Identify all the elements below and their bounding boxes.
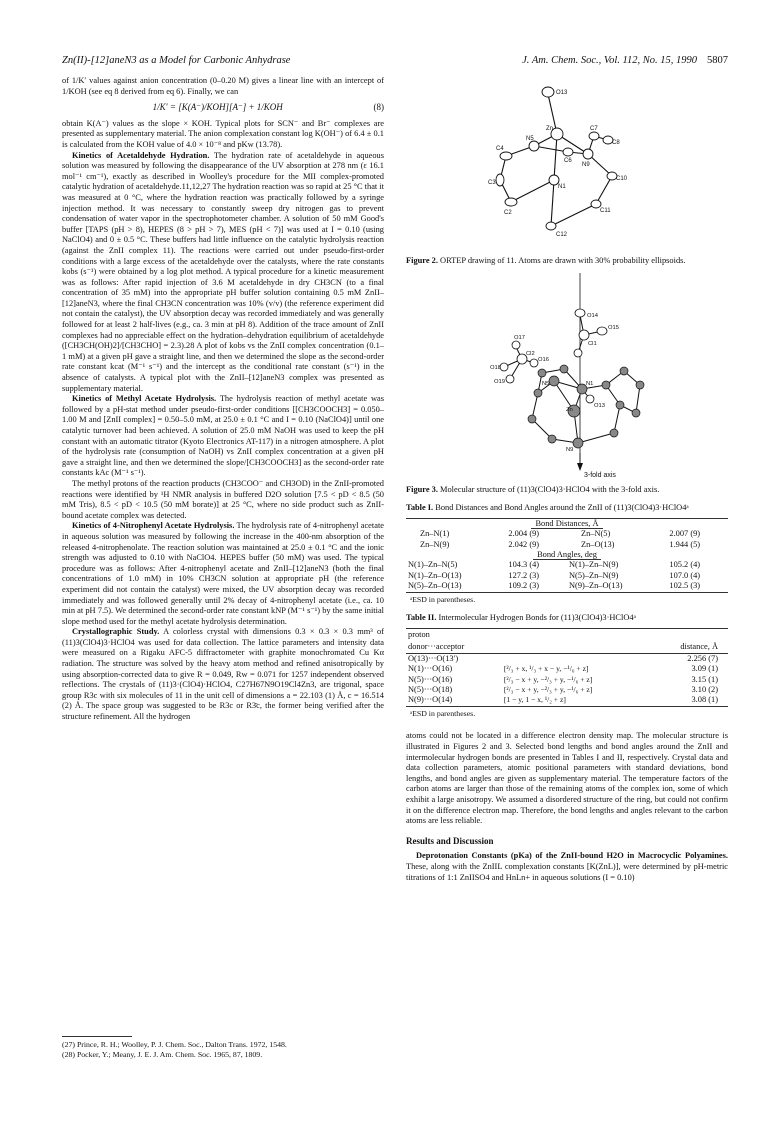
atom-label: N9 xyxy=(582,162,590,168)
atom-label: N5 xyxy=(526,136,534,142)
table-row xyxy=(406,581,728,592)
footnote: (28) Pocker, Y.; Meany, J. E. J. Am. Chem. Soc. 1965, 87, 1809. xyxy=(62,1050,263,1059)
atom-label: C6 xyxy=(564,158,572,164)
table-cell: N(1)···O(16) xyxy=(408,664,453,674)
table-2 xyxy=(406,628,728,707)
figure-2 xyxy=(406,76,728,267)
paragraph: These, along with the ZnIIL complexation constants [K(ZnL)], were determined by pH-metric titrations of 1:1 ZnIISO4 and HnLn+ in aqueous solutions (I = 0.10) xyxy=(406,861,728,882)
column-header: proton xyxy=(408,629,430,639)
section-nitrophenyl xyxy=(62,521,384,627)
atom-label: C4 xyxy=(496,146,504,152)
section-heading: Results and Discussion xyxy=(406,835,494,846)
footnote: (27) Prince, R. H.; Woolley, P. J. Chem. Soc., Dalton Trans. 1972, 1548. xyxy=(62,1040,287,1049)
atom-label: C10 xyxy=(616,176,628,182)
paragraph: A colorless crystal with dimensions 0.3 × 0.3 × 0.3 mm³ of (11)3(ClO4)3·HClO4 was used for data collection. The lattice parameters and intensity data were measured on a Rigaku AFC-5 diffractometer with graphite monochromated Cu Kα radiation. The structure was solved by the heavy atom method and refined anisotropically by using absorption-corrected data to give R = 0.049, Rw = 0.071 for 1257 independent observed reflections. The crystals of (11)3·(ClO4)·HClO4, C27H67N9O19Cl4Zn3, are trigonal, space group R3c with six molecules of 11 in the unit cell of dimensions a = 22.103 (1) Å, c = 16.514 (2) Å. The space group was suggested to be R3c or R3̄c, the former being verified after the structure refinement. All the hydrogen xyxy=(62,627,385,722)
table-cell: Zn–N(1) xyxy=(420,529,450,539)
footnote-rule xyxy=(62,1036,132,1037)
atom-label: O15 xyxy=(608,324,619,331)
caption-text: ORTEP drawing of 11. Atoms are drawn with 30% probability ellipsoids. xyxy=(440,256,686,265)
atom-label: C12 xyxy=(556,232,568,238)
table-cell: 3.08 (1) xyxy=(691,695,718,705)
table-row xyxy=(406,529,728,539)
table-cell: 2.042 (9) xyxy=(508,539,540,549)
table-cell: 2.007 (9) xyxy=(669,529,701,539)
table-cell: N(9)–Zn–O(13) xyxy=(568,581,623,591)
atom-label: O16 xyxy=(538,356,549,363)
atom-label: C11 xyxy=(600,208,611,214)
table-cell: 3.09 (1) xyxy=(691,664,718,674)
ortep-drawing xyxy=(406,76,728,254)
table-cell: 127.2 (3) xyxy=(508,570,540,580)
table-cell: 3.15 (1) xyxy=(691,674,718,684)
table-row xyxy=(406,540,728,550)
table-note: ᵃESD in parentheses. xyxy=(410,708,476,718)
atom-label: Cl2 xyxy=(526,350,535,357)
atom-label: O13 xyxy=(556,90,568,96)
table-cell: N(1)–Zn–O(13) xyxy=(408,570,462,580)
runin-heading: Kinetics of Methyl Acetate Hydrolysis. xyxy=(72,394,217,404)
column-header: donor···acceptor xyxy=(406,641,502,654)
atom-label: N5 xyxy=(542,380,550,387)
table-row xyxy=(406,685,728,695)
paragraph: obtain K(A⁻) values as the slope × KOH. Typical plots for SCN⁻ and Br⁻ complexes are presented as supplementary material. The anion complexation constant log K(OH⁻) of 6.4 ± 0.1 is calculated from the KOH value of 4.0 × 10⁻⁸ and pKw (13.78). xyxy=(62,118,384,149)
table-row xyxy=(406,675,728,685)
page-number: 5807 xyxy=(707,55,728,66)
paragraph: The hydration rate of acetaldehyde in aqueous solution was measured by following the disappearance of the UV absorption at 278 nm (ε 16.1 mol⁻¹ cm⁻¹), exactly as described in Woolley's procedure for the MII complex-promoted catalytic hydration of acetaldehyde.11,12,27 The hydration reaction was so rapid at 25 °C that it was measured at 0 °C, where the hydration reaction was practically followed by a syringe injection method. It was necessary to constantly sweep dry nitrogen gas to prevent condensation of water vapor in the spectrophotometer chamber. A solution of 50 mM Good's buffer [TAPS (pH > 8), HEPES (8 > pH > 7), MES (pH < 7)] was used at I = 0.10 (using NaClO4) and 0 ± 0.5 °C. These buffers had little influence on the catalytic hydrolysis reaction (against the ZnII complex 11). The reactions were carried out under pseudo-first-order conditions with a large excess of the acetaldehyde over the catalysts, where the rate constants kobs (s⁻¹) were obtained by a log plot method. A typical procedure for a kinetic measurement was as follows: After rapid injection of 3.6 M acetaldehyde in dry CH3CN (to a final concentration of 35 mM) into the appropriate pH buffer solution containing 0.5 mM ZnII–[12]aneN3, where the final CH3CN concentration was 10% (v/v) (the reference experiment did not contain the catalyst), the UV absorption decay was recorded immediately and was generally followed for at least 2 half-lives (e.g., ca. 3 min at pH 8). Addition of the trace amount of ZnII complexes had no appreciable effect on the hydration–dehydration equilibrium of acetaldehyde ([CH3CH(OH)2]/[CH3CHO] = 2.3).28 A plot of kobs vs the ZnII complex concentration (0.1–1 mM) at a given pH gave a straight line, and then we determined the slope as the second-order rate constant kcat (M⁻¹ s⁻¹) and the intercept as the conditional rate constant (s⁻¹) in the absence of catalysts. A typical plot with the ZnII–[12]aneN3 complex was presented as supplementary material. xyxy=(62,150,384,393)
table-cell xyxy=(502,653,649,664)
paragraph: The hydrolysis reaction of methyl acetate was followed by a pH-stat method under pseudo-first-order conditions [[CH3COOCH3] = 0.050–1.00 M and [ZnII complex] = 0.50–5.0 mM, at 25.0 ± 0.1 °C and I = 0.10 (NaClO4)] until one catalytic turnover had been achieved. A solution of 25.0 mM NaOH was used to keep the pH constant with an automatic titrator (Kyoto Electronics AT-117) in a nitrogen atmosphere. A plot of the hydrolysis rate (consumption of NaOH) vs ZnII complex concentration at a given pH gave a straight line, and then we determined the slope/[CH3COOCH3] as the second-order rate constants kAc (M⁻¹ s⁻¹). xyxy=(62,394,385,478)
header-journal: J. Am. Chem. Soc., Vol. 112, No. 15, 1990 5807 xyxy=(522,55,728,66)
caption-text: Molecular structure of (11)3(ClO4)3·HClO4 with the 3-fold axis. xyxy=(440,484,660,494)
atom-label: Cl1 xyxy=(588,340,597,347)
table-1 xyxy=(406,518,728,593)
table-cell: [1 − y, 1 − x, ¹/₂ + z] xyxy=(503,695,566,705)
paragraph: The methyl protons of the reaction products (CH3COO⁻ and CH3OD) in the ZnII-promoted reactions were identified by ¹H NMR analysis in buffered D2O solution [7.5 < pD < 8.5 (50 mM Tris), 8.5 < pD < 10.5 (50 mM borate)] at 25 °C, where no side product such as ZnII-bound acetate complex was detected. xyxy=(62,478,384,520)
runin-heading: Crystallographic Study. xyxy=(72,627,160,637)
footnotes xyxy=(62,1040,384,1060)
equation-number: (8) xyxy=(373,102,384,113)
runin-heading: Kinetics of Acetaldehyde Hydration. xyxy=(72,150,210,160)
table-cell: 102.5 (3) xyxy=(669,581,701,591)
table-cell: Zn–N(5) xyxy=(580,529,611,539)
table-cell: N(9)···O(14) xyxy=(408,695,453,705)
atom-label: N1 xyxy=(586,380,594,387)
table-cell: 105.2 (4) xyxy=(669,560,701,570)
atom-label: C3 xyxy=(488,180,496,186)
table-cell: 3.10 (2) xyxy=(691,685,718,695)
running-header xyxy=(62,55,728,69)
table-cell: 104.3 (4) xyxy=(508,560,540,570)
table-section-head xyxy=(406,550,728,560)
atom-label: C8 xyxy=(612,140,620,146)
paragraph: of 1/K′ values against anion concentration (0–0.20 M) gives a linear line with an intercept of 1/KOH (see eq 8 derived from eq 6). Finally, we can xyxy=(62,76,384,96)
table-row xyxy=(406,695,728,706)
table-cell: O(13)···O(13′) xyxy=(408,653,459,663)
right-column xyxy=(406,76,728,883)
table-cell: Zn–N(9) xyxy=(420,539,450,549)
paragraph: The hydrolysis rate of 4-nitrophenyl acetate in aqueous solution was measured by following the increase in the 400-nm absorption of the released 4-nitrophenolate. The reaction solution was maintained at 25.0 ± 0.1 °C and the ionic strength was adjusted to 0.10 with NaClO4. HEPES buffer (50 mM) was used. The typical procedure was as follows: After 4-nitrophenyl acetate and ZnII–[12]aneN3 (both the final concentrations of 1.0 mM) in 10% CH3CN solution at appropriate pH (the reference experiment did not contain the catalyst) were mixed, the UV absorption decay was recorded immediately and was followed generally until 2% decay of 4-nitrophenyl acetate (i.e., ca. 10 min at pH 7.5). We determined the second-order rate constant kNP (M⁻¹ s⁻¹) by the same initial slope method used for the methyl acetate hydrolysis determination. xyxy=(62,521,384,626)
atom-label: O14 xyxy=(587,312,598,319)
paragraph: atoms could not be located in a difference electron density map. The molecular structure is illustrated in Figures 2 and 3. Selected bond lengths and bond angles around the ZnII and intermolecular hydrogen bonds are presented in Tables I and II, respectively. Crystal data and data collection parameters, atomic positional parameters with standard deviations, bond lengths, and bond angles are given as supplementary material. The temperature factors of the carbon atoms are larger than those of the remaining atoms of the complex ion, some of which exhibit a large anisotropy. We assumed a disordered structure of the ring, but could not confirm it on the difference electron map. Therefore, the bond lengths and angles relevant to the carbon atoms are less reliable. xyxy=(406,731,728,826)
runin-heading: Deprotonation Constants (pKa) of the ZnII-bound H2O in Macrocyclic Polyamines. xyxy=(416,851,728,861)
atom-label: C7 xyxy=(590,126,598,132)
table-cell: 2.256 (7) xyxy=(687,653,718,663)
section-deprotonation xyxy=(406,851,728,883)
section-label: Bond Angles, deg xyxy=(533,550,601,560)
caption-text: Bond Distances and Bond Angles around the ZnII of (11)3(ClO4)3·HClO4ᵃ xyxy=(435,503,689,513)
atom-label: O17 xyxy=(514,334,525,341)
axis-label: 3-fold axis xyxy=(584,471,616,479)
left-column xyxy=(62,76,384,723)
table-cell: N(5)···O(18) xyxy=(408,685,453,695)
header-title: Zn(II)-[12]aneN3 as a Model for Carbonic Anhydrase xyxy=(62,55,291,66)
section-label: Bond Distances, Å xyxy=(531,519,602,529)
figure-3 xyxy=(406,273,728,496)
atom-label: N1 xyxy=(558,184,566,190)
table-cell: N(1)–Zn–N(9) xyxy=(568,560,619,570)
section-methyl-acetate xyxy=(62,394,384,479)
section-crystallography xyxy=(62,627,384,722)
table-cell: [²/₃ + x, ¹/₃ + x − y, −¹/₆ + z] xyxy=(503,664,589,674)
molecular-structure-drawing xyxy=(406,273,728,483)
table-cell: N(5)···O(16) xyxy=(408,674,453,684)
table-cell: [²/₃ − x + y, −²/₃ + y, −¹/₆ + z] xyxy=(503,674,593,684)
atom-label: O19 xyxy=(494,378,505,385)
atom-label: Zn xyxy=(566,406,573,413)
caption-text: Intermolecular Hydrogen Bonds for (11)3(ClO4)3·HClO4ᵃ xyxy=(438,613,636,623)
table-cell: 1.944 (5) xyxy=(669,539,701,549)
atom-label: C2 xyxy=(504,210,512,216)
table-row xyxy=(406,653,728,664)
table-note: ᵃESD in parentheses. xyxy=(410,594,476,604)
table-row xyxy=(406,560,728,570)
table-cell: N(5)–Zn–N(9) xyxy=(568,570,619,580)
table-1-caption xyxy=(406,503,728,514)
table-cell: Zn–O(13) xyxy=(580,539,615,549)
section-acetaldehyde xyxy=(62,151,384,395)
atom-label: O18 xyxy=(490,364,501,371)
atom-label: N9 xyxy=(566,446,574,453)
equation-8 xyxy=(62,102,384,113)
column-header: distance, Å xyxy=(649,641,728,654)
table-cell: N(5)–Zn–O(13) xyxy=(408,581,462,591)
table-cell: 107.0 (4) xyxy=(669,570,701,580)
caption-label: Figure 3. xyxy=(406,484,438,494)
caption-label: Figure 2. xyxy=(406,256,438,265)
table-cell: N(1)–Zn–N(5) xyxy=(408,560,458,570)
figure-caption xyxy=(406,256,728,267)
caption-label: Table I. xyxy=(406,503,434,513)
atom-label: Zn xyxy=(546,126,554,132)
table-cell: 109.2 (3) xyxy=(508,581,540,591)
table-row xyxy=(406,664,728,674)
table-section-head xyxy=(406,518,728,529)
table-cell: [²/₃ − x + y, −²/₃ + y, −¹/₆ + z] xyxy=(503,685,593,695)
table-cell: 2.004 (9) xyxy=(508,529,540,539)
runin-heading: Kinetics of 4-Nitrophenyl Acetate Hydrolysis. xyxy=(72,521,235,531)
table-row xyxy=(406,571,728,581)
figure-caption xyxy=(406,485,728,496)
caption-label: Table II. xyxy=(406,613,437,623)
atom-label: O13 xyxy=(594,402,605,409)
table-2-caption xyxy=(406,613,728,624)
equation-body: 1/K′ = [K(A⁻)/KOH][A⁻] + 1/KOH xyxy=(152,102,283,113)
